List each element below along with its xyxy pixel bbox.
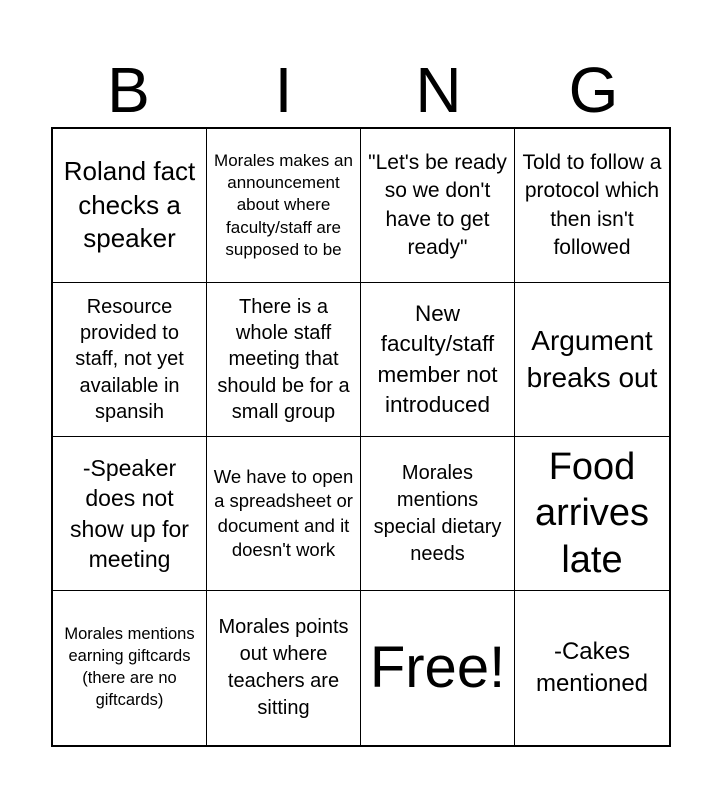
- bingo-cell[interactable]: [361, 283, 515, 437]
- bingo-cell[interactable]: [361, 129, 515, 283]
- bingo-cell[interactable]: [515, 283, 669, 437]
- bingo-cell[interactable]: [207, 129, 361, 283]
- cell-text: "Let's be ready so we don't have to get ready": [368, 150, 507, 259]
- cell-text: There is a whole staff meeting that should be for a small group: [217, 295, 350, 424]
- header-letter-b: B: [107, 54, 150, 126]
- header-letter-n: N: [415, 54, 462, 126]
- bingo-cell[interactable]: [53, 591, 207, 745]
- free-space-text: Free!: [369, 635, 506, 701]
- bingo-cell[interactable]: [515, 591, 669, 745]
- cell-text: Resource provided to staff, not yet available in spansih: [75, 295, 184, 424]
- bingo-cell[interactable]: [515, 437, 669, 591]
- cell-text: Morales mentions earning giftcards (there are no giftcards): [64, 625, 195, 709]
- cell-text: Morales makes an announcement about where faculty/staff are supposed to be: [214, 151, 353, 259]
- bingo-cell[interactable]: [361, 437, 515, 591]
- cell-text: Roland fact checks a speaker: [63, 155, 196, 254]
- free-space-cell[interactable]: [361, 591, 515, 745]
- header-letter-g: G: [568, 54, 619, 126]
- cell-text: We have to open a spreadsheet or document and it doesn't work: [213, 465, 354, 560]
- bingo-header: [51, 52, 671, 128]
- cell-text: -Speaker does not show up for meeting: [70, 454, 189, 572]
- cell-text: Morales mentions special dietary needs: [373, 461, 502, 565]
- cell-text: Argument breaks out: [526, 325, 658, 393]
- bingo-cell[interactable]: [207, 591, 361, 745]
- bingo-cell[interactable]: [207, 437, 361, 591]
- cell-text: New faculty/staff member not introduced: [377, 300, 498, 417]
- bingo-board: [51, 127, 671, 747]
- cell-text: -Cakes mentioned: [535, 637, 649, 697]
- bingo-cell[interactable]: [53, 437, 207, 591]
- cell-text: Told to follow a protocol which then isn't followed: [522, 150, 662, 259]
- cell-text: Food arrives late: [534, 445, 650, 581]
- bingo-cell[interactable]: [515, 129, 669, 283]
- bingo-cell[interactable]: [207, 283, 361, 437]
- bingo-cell[interactable]: [53, 129, 207, 283]
- bingo-cell[interactable]: [53, 283, 207, 437]
- cell-text: Morales points out where teachers are sitting: [218, 616, 349, 719]
- header-letter-i: I: [274, 54, 293, 126]
